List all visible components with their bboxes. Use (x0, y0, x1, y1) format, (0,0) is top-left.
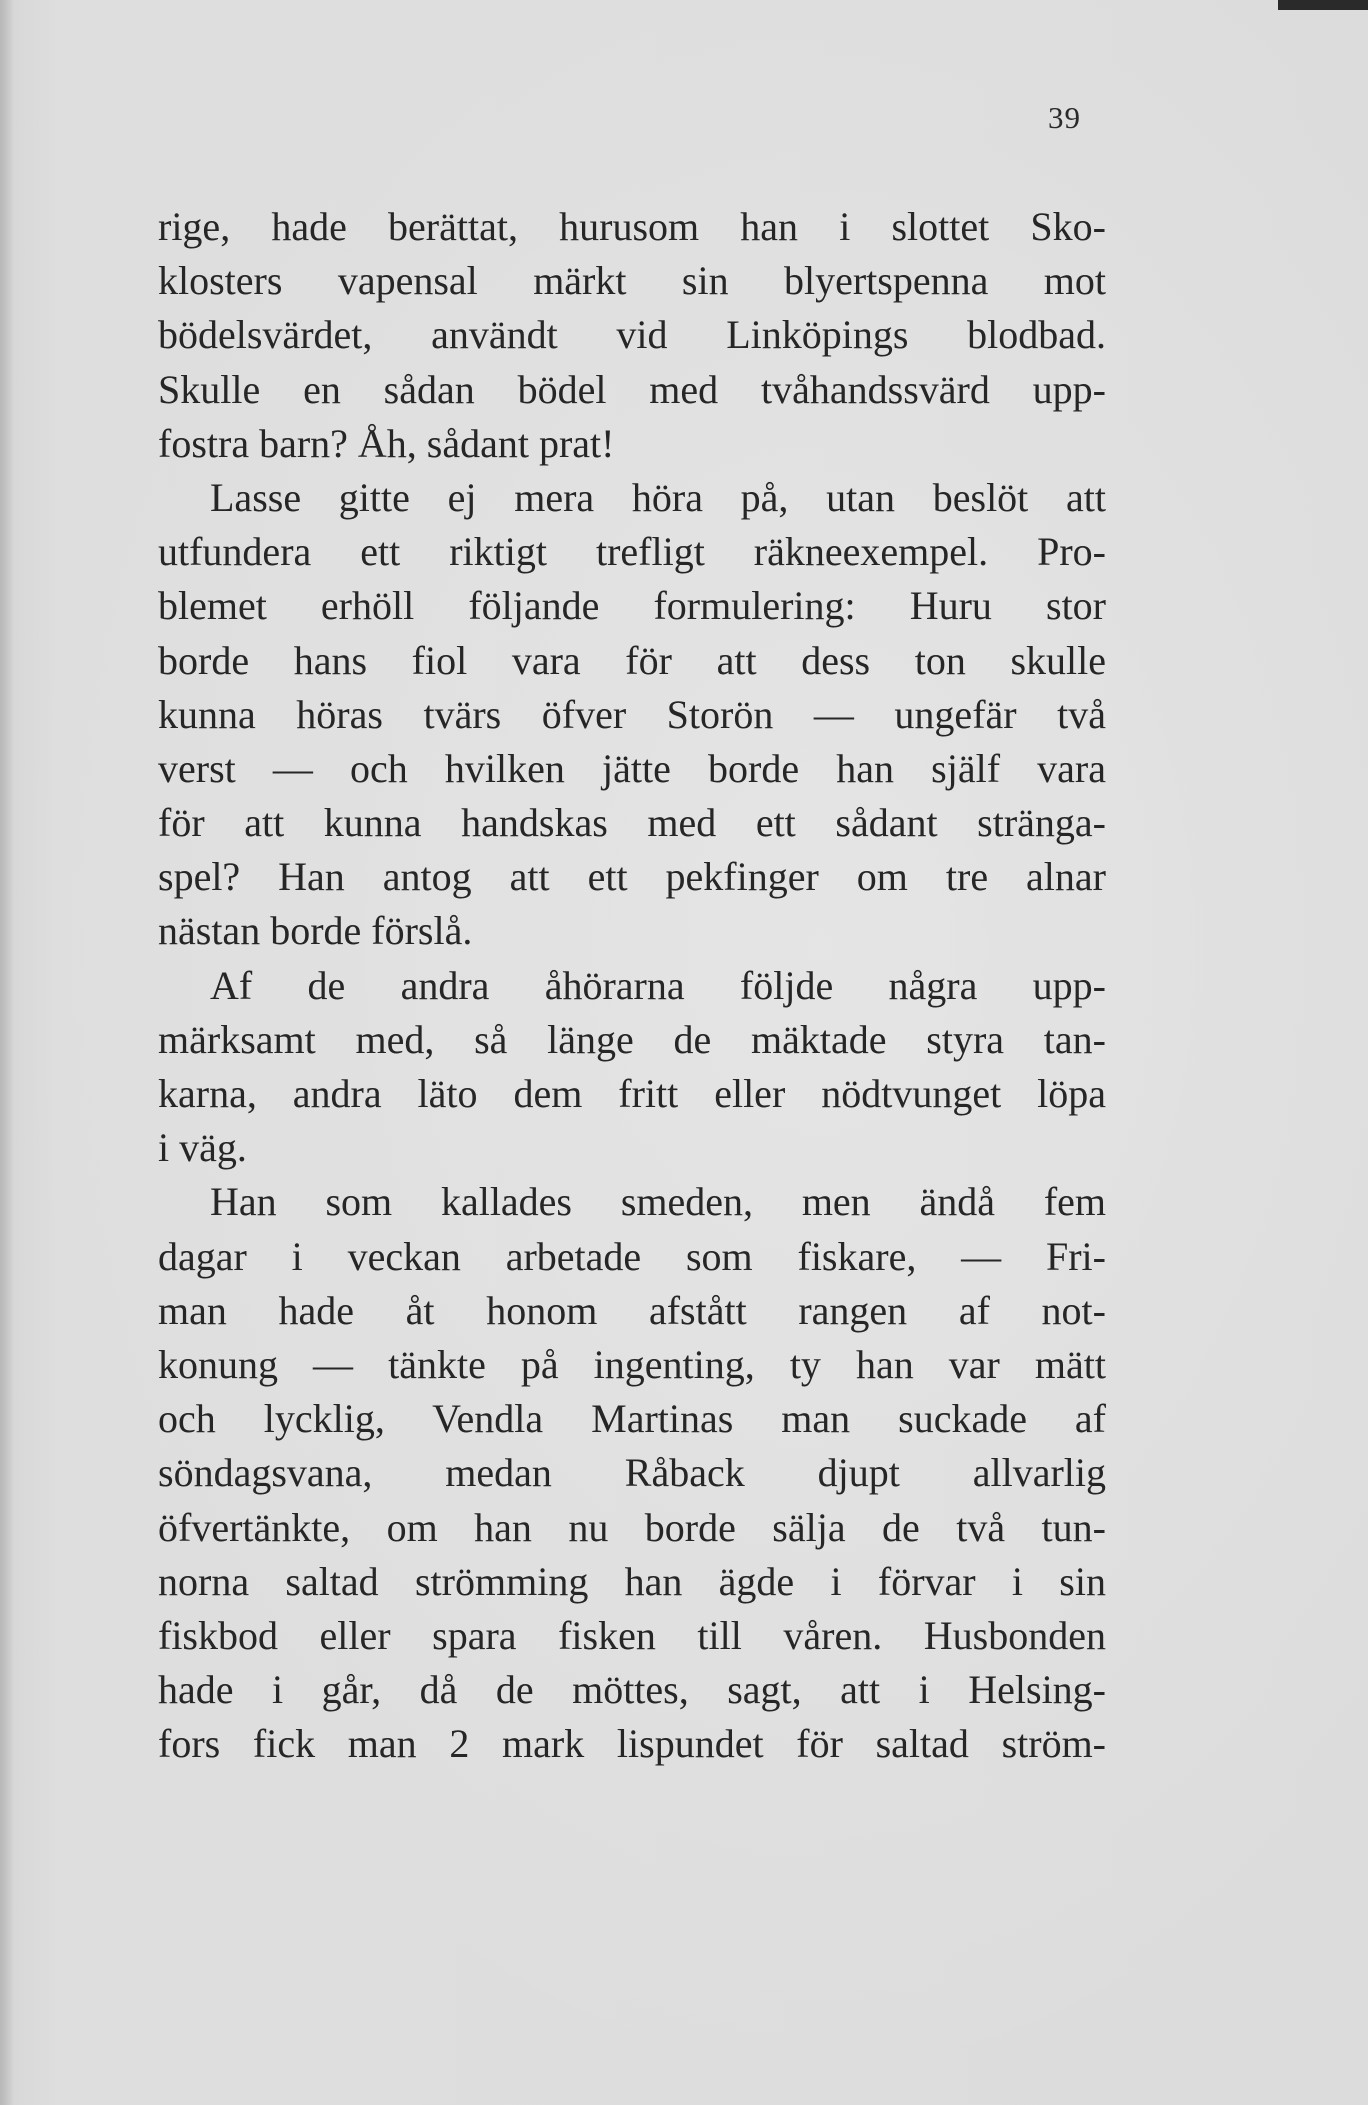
text-line: spel? Han antog att ett pekfinger om tre alnar (158, 854, 1106, 900)
text-line: fiskbod eller spara fisken till våren. Husbonden (158, 1612, 1106, 1658)
text-line: rige, hade berättat, hurusom han i slottet Sko- (158, 204, 1106, 249)
text-line: borde hans fiol vara för att dess ton skulle (158, 637, 1106, 683)
scan-edge (1278, 0, 1368, 10)
text-line: kunna höras tvärs öfver Storön — ungefär två (158, 691, 1106, 737)
text-line: norna saltad strömming han ägde i förvar i sin (158, 1558, 1106, 1604)
text-line: för att kunna handskas med ett sådant stränga- (158, 800, 1106, 846)
text-line: Han som kallades smeden, men ändå fem (210, 1179, 1106, 1225)
page-gutter-shadow (0, 0, 14, 2105)
text-line: klosters vapensal märkt sin blyertspenna mot (158, 258, 1106, 304)
text-line: hade i går, då de möttes, sagt, att i Helsing- (158, 1667, 1106, 1713)
text-line: verst — och hvilken jätte borde han själf vara (158, 745, 1106, 791)
text-line: dagar i veckan arbetade som fiskare, — Fri- (158, 1233, 1106, 1279)
text-line: fostra barn? Åh, sådant prat! (158, 420, 615, 466)
text-line: man hade åt honom afstått rangen af not- (158, 1287, 1106, 1333)
text-line: märksamt med, så länge de mäktade styra tan- (158, 1016, 1106, 1062)
text-line: Skulle en sådan bödel med tvåhandssvärd upp- (158, 366, 1106, 412)
text-line: öfvertänkte, om han nu borde sälja de två tun- (158, 1504, 1106, 1550)
body-text (158, 200, 1106, 1771)
text-line: blemet erhöll följande formulering: Huru stor (158, 583, 1106, 629)
text-line: Lasse gitte ej mera höra på, utan beslöt att (210, 474, 1106, 520)
text-line: karna, andra läto dem fritt eller nödtvunget löpa (158, 1071, 1106, 1116)
text-line: nästan borde förslå. (158, 908, 473, 954)
text-line: fors fick man 2 mark lispundet för saltad ström- (158, 1721, 1106, 1767)
text-line: konung — tänkte på ingenting, ty han var mätt (158, 1341, 1106, 1387)
text-line: söndagsvana, medan Råback djupt allvarlig (158, 1450, 1106, 1496)
text-line: och lycklig, Vendla Martinas man suckade af (158, 1396, 1106, 1442)
text-line: i väg. (158, 1125, 247, 1171)
page-number: 39 (1048, 100, 1081, 135)
text-line: Af de andra åhörarna följde några upp- (210, 962, 1106, 1008)
text-line: utfundera ett riktigt trefligt räkneexempel. Pro- (158, 529, 1106, 575)
text-line: bödelsvärdet, användt vid Linköpings blodbad. (158, 312, 1106, 358)
